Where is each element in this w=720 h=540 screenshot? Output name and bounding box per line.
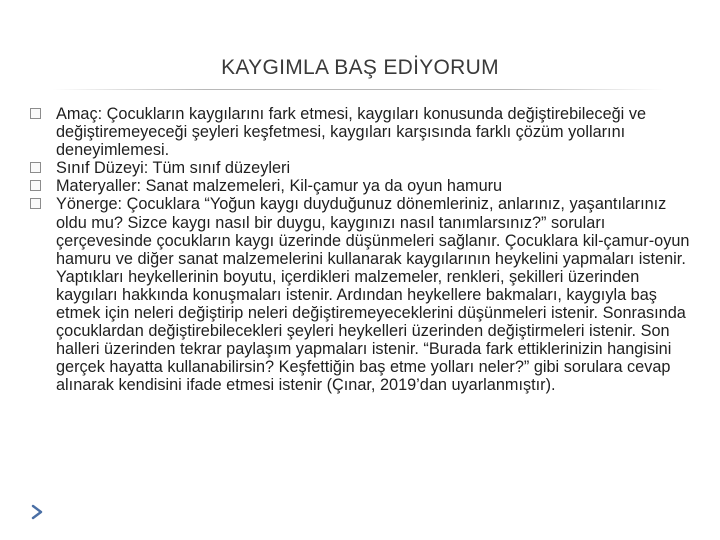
square-bullet-icon bbox=[30, 108, 41, 119]
title-divider bbox=[52, 89, 664, 90]
title-wrap bbox=[0, 56, 720, 80]
bullet-text: Yönerge: Çocuklara “Yoğun kaygı duyduğunuz dönemleriniz, anlarınız, yaşantılarınız oldu mu? Sizce kaygı nasıl bir duygu, kaygınızı nasıl tanımlarsınız?” soruları çerçevesinde çocukların kaygı üzerinde düşünmeleri sağlanır. Çocuklara kil-çamur-oyun hamuru ve diğer sanat malzemelerini kullanarak kaygılarının heykelini yapmaları istenir. Yaptıkları heykellerinin boyutu, içerdikleri malzemeler, renkleri, şekilleri üzerinden kaygıları hakkında konuşmaları istenir. Ardından heykellere bakmaları, kaygıyla baş etmek için neleri değiştirip neleri değiştiremeyeceklerini düşünmeleri istenir. Sonrasında çocuklardan değiştirebilecekleri şeyleri heykelleri üzerinden değiştirmeleri istenir. Son halleri üzerinden tekrar paylaşım yapmaları istenir. “Burada fark ettiklerinizin hangisini gerçek hayatta kullanabilirsin? Keşfettiğin baş etme yolları neler?” gibi sorulara cevap alınarak kendisini ifade etmesi istenir (Çınar, 2019’dan uyarlanmıştır). bbox=[56, 195, 690, 395]
square-bullet-icon bbox=[30, 180, 41, 191]
bullet-item-sinif-duzeyi bbox=[30, 159, 696, 177]
bullet-item-amac bbox=[30, 105, 696, 159]
bullet-list bbox=[30, 105, 696, 395]
bullet-item-yonerge bbox=[30, 195, 696, 394]
bullet-text: Materyaller: Sanat malzemeleri, Kil-çamur ya da oyun hamuru bbox=[56, 177, 503, 196]
slide-title: KAYGIMLA BAŞ EDİYORUM bbox=[221, 56, 499, 79]
bullet-item-materyaller bbox=[30, 177, 696, 195]
bullet-text: Sınıf Düzeyi: Tüm sınıf düzeyleri bbox=[56, 159, 291, 178]
bullet-text: Amaç: Çocukların kaygılarını fark etmesi, kaygıları konusunda değiştirebileceği ve değiştiremeyeceği şeyleri keşfetmesi, kaygıları karşısında farklı çözüm yollarını deneyimlemesi. bbox=[56, 105, 647, 160]
square-bullet-icon bbox=[30, 162, 41, 173]
square-bullet-icon bbox=[30, 198, 41, 209]
next-arrow-icon[interactable] bbox=[30, 504, 44, 520]
